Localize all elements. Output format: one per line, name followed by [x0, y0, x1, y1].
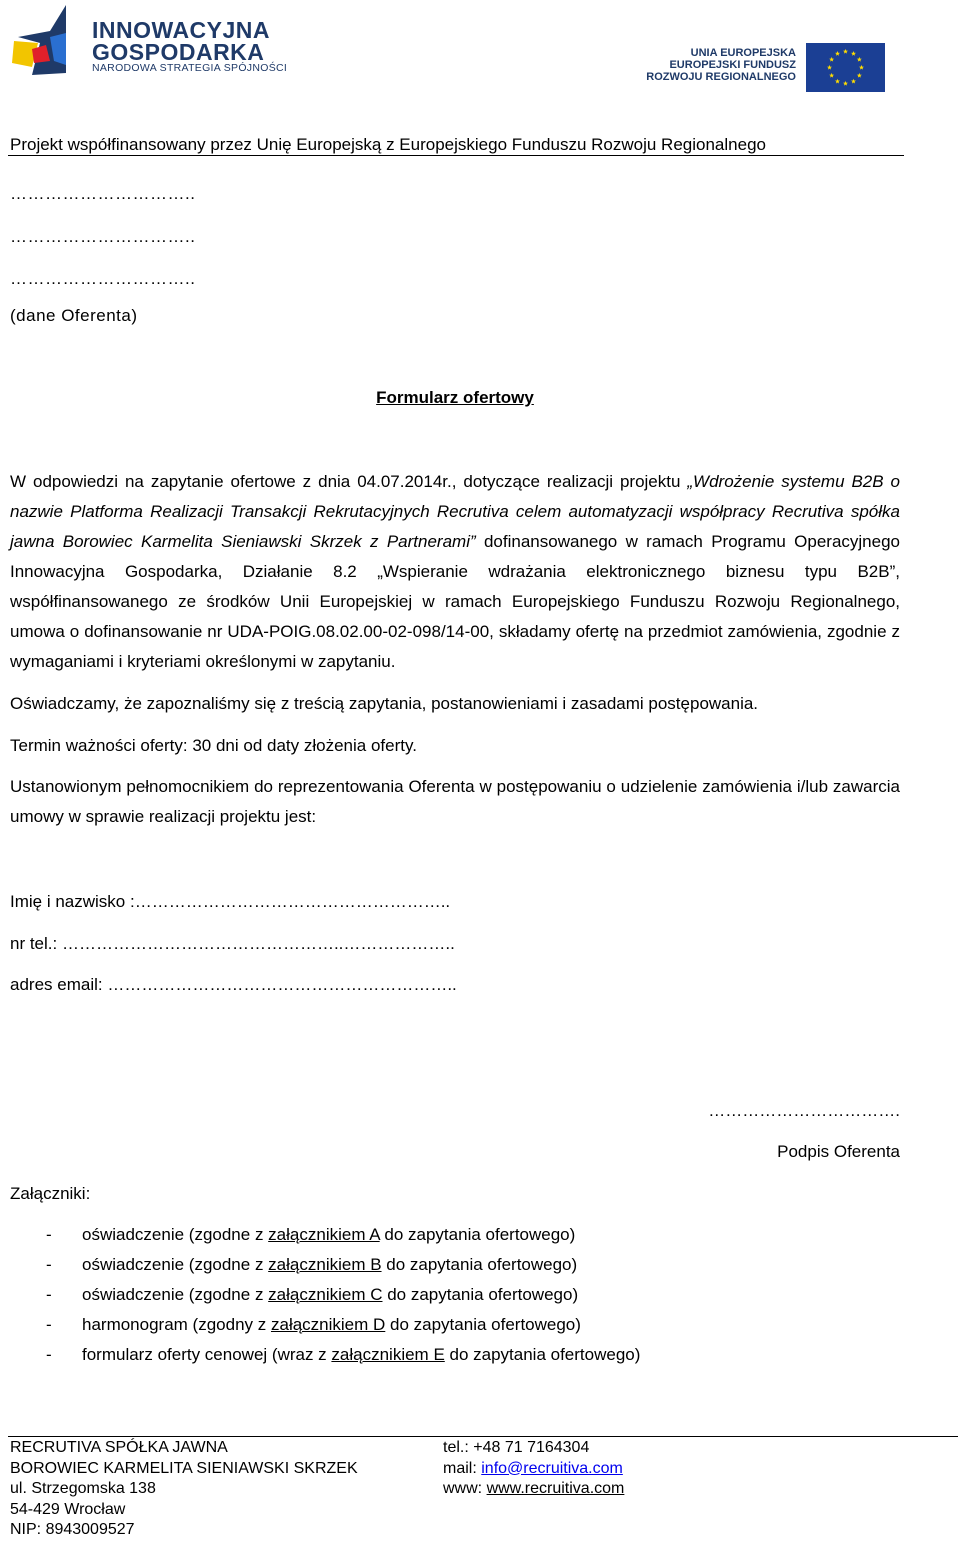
proxy-paragraph: Ustanowionym pełnomocnikiem do reprezentowania Oferenta w postępowaniu o udzielenie zamówienia i/lub zawarcia umowy w sprawie realizacji projektu jest:	[10, 777, 900, 826]
attachment-reference: załącznikiem B	[268, 1255, 382, 1274]
eu-line3: ROZWOJU REGIONALNEGO	[646, 71, 796, 83]
footer-www-label: www:	[443, 1480, 487, 1497]
offeror-label: (dane Oferenta)	[10, 306, 138, 325]
intro-paragraph	[10, 467, 900, 677]
eu-flag-icon	[806, 43, 885, 92]
eu-line2: EUROPEJSKI FUNDUSZ	[669, 59, 796, 71]
name-field: Imię i nazwisko :………………………………………………..	[10, 892, 451, 911]
attachment-text-before: oświadczenie (zgodne z	[82, 1285, 269, 1304]
footer-mail-label: mail:	[443, 1459, 482, 1477]
attachment-item	[46, 1285, 578, 1305]
footer-city: 54-429 Wrocław	[10, 1500, 126, 1518]
attachment-text-after: do zapytania ofertowego)	[385, 1315, 581, 1334]
attachment-dash: -	[46, 1345, 52, 1364]
footer-company-name: RECRUTIVA SPÓŁKA JAWNA	[10, 1439, 228, 1456]
footer-mail-row	[443, 1459, 624, 1480]
attachment-dash: -	[46, 1285, 52, 1304]
footer-divider	[8, 1436, 958, 1437]
attachment-reference: załącznikiem A	[268, 1225, 380, 1244]
attachment-item	[46, 1255, 577, 1275]
offeror-dots-2: …………………………..	[10, 227, 196, 246]
attachment-text-after: do zapytania ofertowego)	[379, 1225, 576, 1244]
attachment-text-before: formularz oferty cenowej (wraz z	[82, 1345, 332, 1364]
phone-field: nr tel.: …………………………………………..………………..	[10, 934, 455, 953]
page-title: Formularz ofertowy	[376, 388, 534, 407]
attachment-dash: -	[46, 1225, 52, 1244]
logo-line3: NARODOWA STRATEGIA SPÓJNOŚCI	[92, 62, 288, 74]
attachment-text-before: oświadczenie (zgodne z	[82, 1255, 269, 1274]
declaration: Oświadczamy, że zapoznaliśmy się z treścią zapytania, postanowieniami i zasadami postępowania.	[10, 694, 759, 713]
footer-tel: tel.: +48 71 7164304	[443, 1439, 590, 1456]
footer-www-link[interactable]: www.recruitiva.com	[486, 1480, 625, 1497]
attachment-text-before: harmonogram (zgodny z	[82, 1315, 271, 1334]
attachment-text-after: do zapytania ofertowego)	[382, 1285, 579, 1304]
attachment-reference: załącznikiem D	[270, 1315, 386, 1334]
eu-line1: UNIA EUROPEJSKA	[690, 47, 796, 59]
ig-emblem-icon	[10, 3, 88, 79]
email-field: adres email: ……………………………………………………..	[10, 975, 457, 994]
footer-company-partners: BOROWIEC KARMELITA SIENIAWSKI SKRZEK	[10, 1459, 358, 1477]
intro-project-name: „Wdrożenie systemu B2B o nazwie Platforma Realizacji Transakcji Rekrutacyjnych Recrutiva celem automatyzacji współpracy Recrutiva spółka jawna Borowiec Karmelita Sieniawski Skrzek z Partnerami”	[10, 472, 900, 551]
eu-logo-text	[646, 47, 796, 83]
header-divider	[8, 155, 904, 156]
cofinancing-note: Projekt współfinansowany przez Unię Europejską z Europejskiego Funduszu Rozwoju Regionalnego	[10, 135, 766, 154]
intro-part2: dofinansowanego w ramach Programu Operacyjnego Innowacyjna Gospodarka, Działanie 8.2 „Wspieranie wdrażania elektronicznego biznesu typu B2B”, współfinansowanego ze środków Unii Europejskiej w ramach Europejskiego Funduszu Rozwoju Regionalnego, umowa o dofinansowanie nr UDA-POIG.08.02.00-02-098/14-00, składamy ofertę na przedmiot zamówienia, zgodnie z wymaganiami i kryteriami określonymi w zapytaniu.	[10, 532, 901, 671]
validity: Termin ważności oferty: 30 dni od daty złożenia oferty.	[10, 736, 417, 755]
attachment-reference: załącznikiem E	[331, 1345, 445, 1364]
footer-company	[10, 1438, 358, 1541]
attachment-dash: -	[46, 1315, 52, 1334]
footer-www-row	[443, 1479, 624, 1500]
attachment-text-after: do zapytania ofertowego)	[444, 1345, 641, 1364]
attachment-dash: -	[46, 1255, 52, 1274]
footer-nip: NIP: 8943009527	[10, 1521, 135, 1538]
signature-label: Podpis Oferenta	[777, 1142, 900, 1161]
offeror-dots-3: …………………………..	[10, 269, 196, 288]
innowacyjna-gospodarka-logo	[10, 3, 300, 79]
intro-part1: W odpowiedzi na zapytanie ofertowe z dnia 04.07.2014r., dotyczące realizacji projektu	[10, 472, 688, 491]
attachment-item	[46, 1225, 575, 1245]
attachment-text-before: oświadczenie (zgodne z	[82, 1225, 269, 1244]
attachment-item	[46, 1345, 640, 1365]
offeror-dots-1: …………………………..	[10, 184, 196, 203]
attachment-reference: załącznikiem C	[268, 1285, 383, 1304]
attachment-text-after: do zapytania ofertowego)	[381, 1255, 578, 1274]
signature-dots: …………………………….	[708, 1101, 900, 1120]
footer-mail-link[interactable]: info@recruitiva.com	[481, 1459, 623, 1477]
footer-contact	[443, 1438, 624, 1500]
logo-line1: INNOWACYJNA	[92, 17, 271, 43]
footer-street: ul. Strzegomska 138	[10, 1480, 156, 1497]
logo-line2: GOSPODARKA	[92, 39, 265, 65]
attachments-label: Załączniki:	[10, 1184, 91, 1203]
attachment-item	[46, 1315, 581, 1335]
